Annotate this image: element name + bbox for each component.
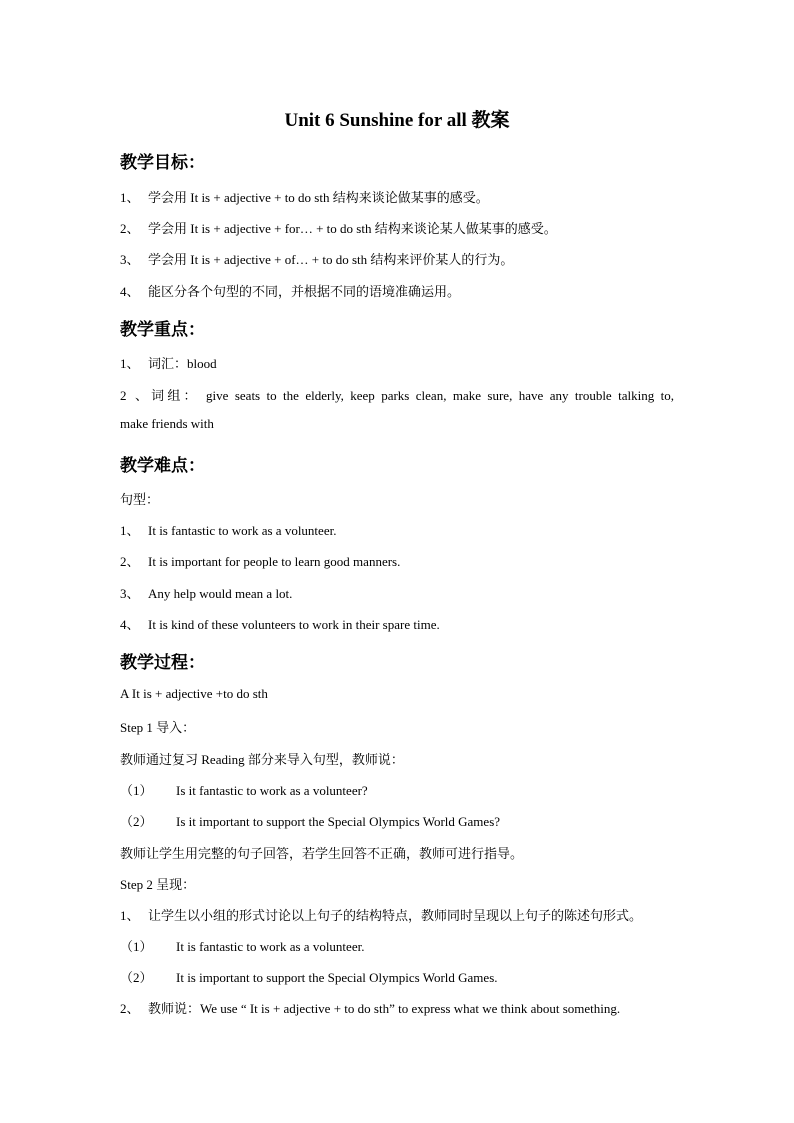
item-text: 学会用 It is + adjective + to do sth 结构来谈论做某事的感受。: [148, 190, 489, 205]
document-title: Unit 6 Sunshine for all 教案: [284, 110, 510, 131]
key-point-continuation: make friends with: [120, 416, 214, 431]
item-text: Any help would mean a lot.: [148, 586, 293, 601]
key-point-item: [120, 385, 674, 404]
item-text: 教师说：We use “ It is + adjective + to do sth” to express what we think about something.: [148, 1001, 621, 1016]
objective-item: [120, 218, 557, 237]
objective-item: [120, 249, 513, 268]
item-text: 词汇：blood: [148, 356, 217, 371]
key-point-item: [120, 353, 217, 372]
difficulty-item: [120, 583, 292, 602]
step-2-sentence: [120, 967, 498, 986]
item-number: 1、: [120, 523, 140, 538]
item-text: It is kind of these volunteers to work in their spare time.: [148, 617, 440, 632]
item-text: Is it fantastic to work as a volunteer?: [176, 783, 368, 798]
item-number: （2）: [120, 814, 153, 829]
item-number: （2）: [120, 970, 153, 985]
item-text: It is fantastic to work as a volunteer.: [176, 939, 365, 954]
difficulties-intro: 句型：: [120, 492, 160, 507]
item-text: It is important for people to learn good manners.: [148, 554, 401, 569]
objective-item: [120, 281, 460, 300]
step-2-item: [120, 998, 620, 1017]
process-step-1: Step 1 导入：: [120, 720, 196, 735]
difficulty-item: [120, 551, 400, 570]
item-number: （1）: [120, 939, 153, 954]
key-points-heading: 教学重点：: [120, 320, 205, 340]
process-part-a: A It is + adjective +to do sth: [120, 686, 268, 701]
item-number: 1、: [120, 356, 140, 371]
step-2-sentence: [120, 936, 364, 955]
item-number: 4、: [120, 284, 140, 299]
step-1-question: [120, 811, 500, 830]
item-text: 学会用 It is + adjective + of… + to do sth 结构来评价某人的行为。: [148, 252, 514, 267]
item-number: 2、: [120, 1001, 140, 1016]
item-text: 学会用 It is + adjective + for… + to do sth 结构来谈论某人做某事的感受。: [148, 221, 557, 236]
item-number: 2、: [120, 554, 140, 569]
item-text: It is fantastic to work as a volunteer.: [148, 523, 337, 538]
item-number: 3、: [120, 586, 140, 601]
item-text: 能区分各个句型的不同，并根据不同的语境准确运用。: [148, 284, 461, 299]
difficulties-heading: 教学难点：: [120, 456, 205, 476]
difficulty-item: [120, 614, 440, 633]
difficulty-item: [120, 520, 336, 539]
item-number: 2、: [120, 221, 140, 236]
step-1-question: [120, 780, 368, 799]
item-number: （1）: [120, 783, 153, 798]
item-text: Is it important to support the Special Olympics World Games?: [176, 814, 501, 829]
item-text: 词组： give seats to the elderly, keep parks clean, make sure, have any trouble talking to,: [148, 388, 674, 403]
objective-item: [120, 187, 489, 206]
item-number: 2、: [120, 388, 148, 403]
step-2-item: [120, 905, 642, 924]
item-number: 4、: [120, 617, 140, 632]
item-number: 1、: [120, 190, 140, 205]
item-text: 让学生以小组的形式讨论以上句子的结构特点，教师同时呈现以上句子的陈述句形式。: [148, 908, 643, 923]
process-step-1-note: 教师让学生用完整的句子回答，若学生回答不正确，教师可进行指导。: [120, 846, 524, 861]
item-number: 3、: [120, 252, 140, 267]
process-step-1-desc: 教师通过复习 Reading 部分来导入句型，教师说：: [120, 752, 404, 767]
item-number: 1、: [120, 908, 140, 923]
item-text: It is important to support the Special Olympics World Games.: [176, 970, 498, 985]
process-step-2: Step 2 呈现：: [120, 877, 196, 892]
objectives-heading: 教学目标：: [120, 153, 205, 173]
process-heading: 教学过程：: [120, 653, 205, 673]
